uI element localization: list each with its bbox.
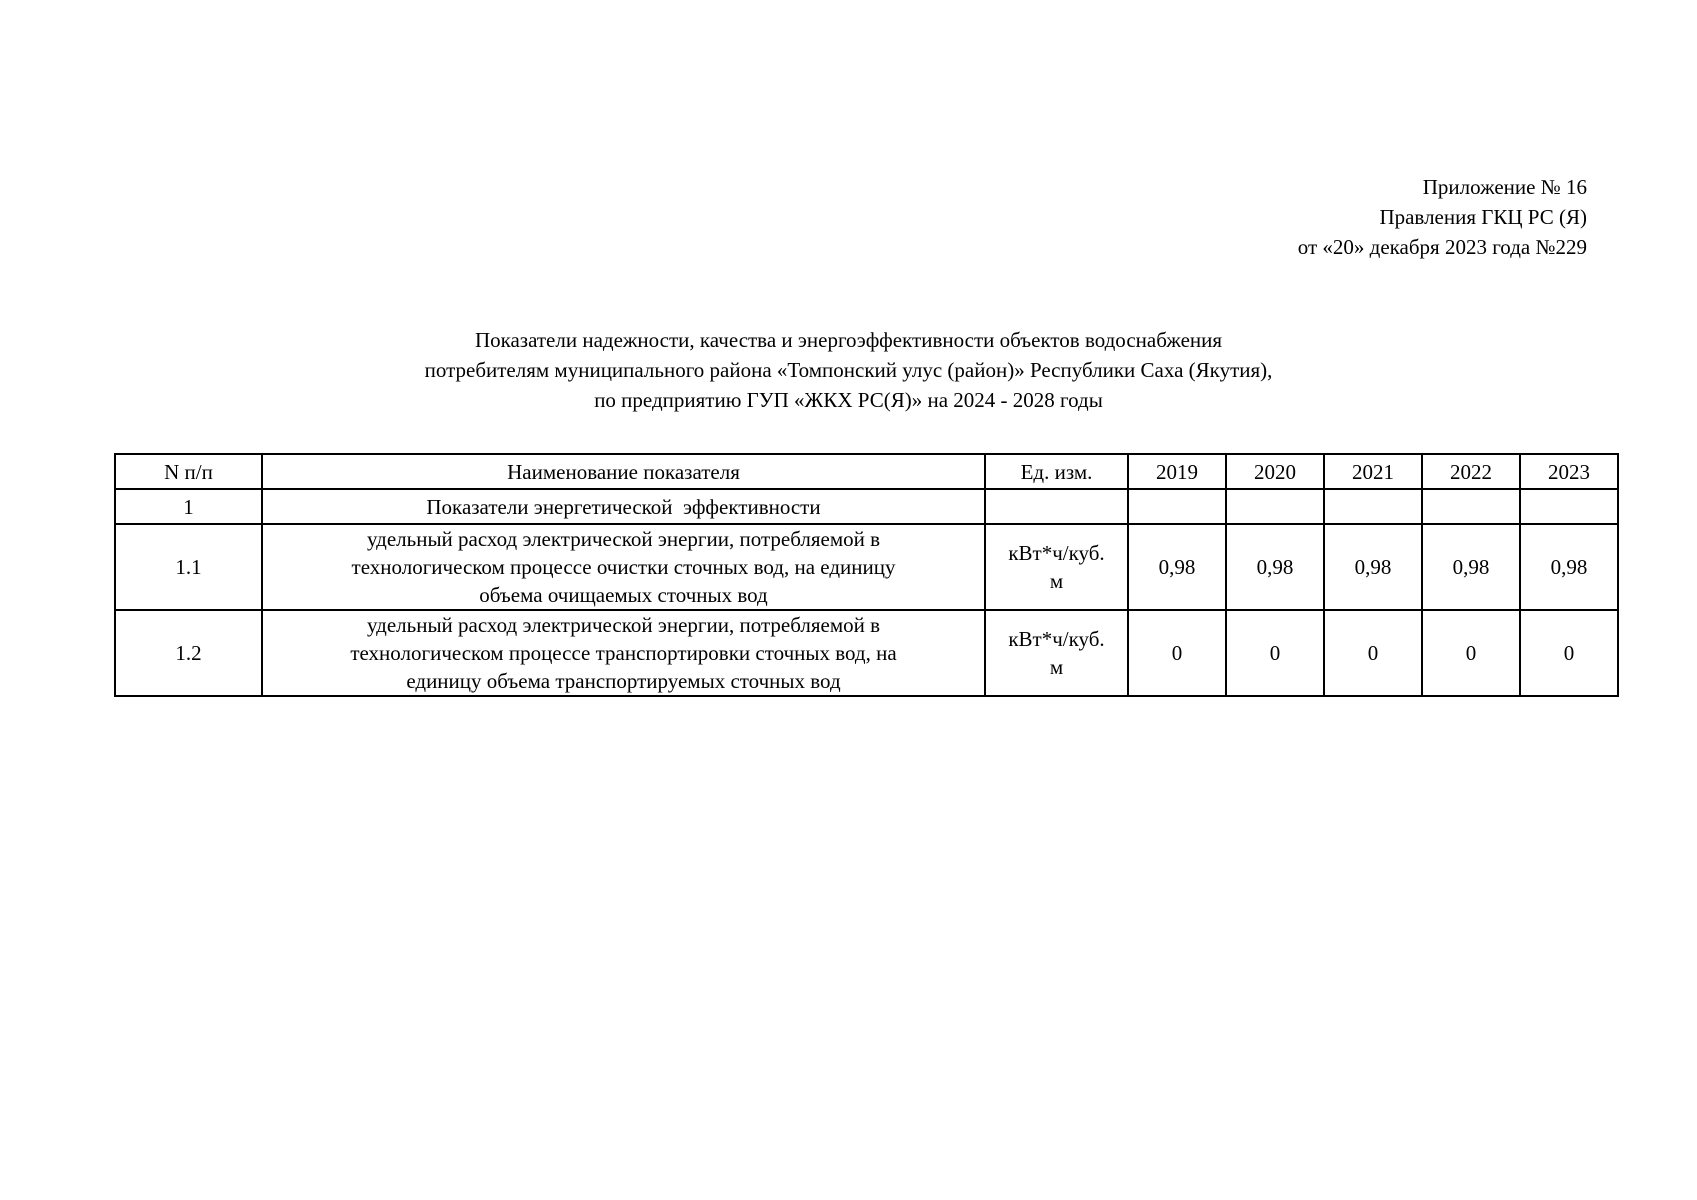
document-title [0,325,1697,415]
unit-line: кВт*ч/куб. [1008,541,1105,565]
header-name: Наименование показателя [262,454,985,489]
indicator-name [262,524,985,610]
empty-cell [1226,489,1324,524]
table-header-row [115,454,1618,489]
unit-line: м [1049,569,1064,593]
value-cell: 0 [1128,610,1226,696]
unit-line: кВт*ч/куб. [1008,627,1105,651]
header-year: 2021 [1324,454,1422,489]
empty-cell [1128,489,1226,524]
row-number: 1.2 [115,610,262,696]
unit-cell [985,524,1128,610]
header-unit: Ед. изм. [985,454,1128,489]
table-row [115,610,1618,696]
indicator-name-line: единицу объема транспортируемых сточных вод [406,669,841,693]
header-year: 2019 [1128,454,1226,489]
empty-cell [1422,489,1520,524]
unit-cell [985,610,1128,696]
section-row [115,489,1618,524]
indicator-name-line: объема очищаемых сточных вод [479,583,768,607]
empty-cell [1324,489,1422,524]
value-cell: 0,98 [1226,524,1324,610]
section-name: Показатели энергетической эффективности [262,489,985,524]
value-cell: 0 [1422,610,1520,696]
header-year: 2020 [1226,454,1324,489]
appendix-line: Приложение № 16 [1422,175,1587,199]
header-number: N п/п [115,454,262,489]
row-number: 1.1 [115,524,262,610]
value-cell: 0,98 [1128,524,1226,610]
value-cell: 0 [1226,610,1324,696]
value-cell: 0,98 [1324,524,1422,610]
value-cell: 0,98 [1422,524,1520,610]
indicator-name-line: технологическом процессе транспортировки сточных вод, на [350,641,897,665]
indicators-table [114,453,1619,697]
appendix-reference [1298,172,1587,262]
table-row [115,524,1618,610]
indicator-name-line: удельный расход электрической энергии, потребляемой в [366,613,881,637]
title-line: потребителям муниципального района «Томпонский улус (район)» Республики Саха (Якутия), [424,358,1273,382]
empty-cell [1520,489,1618,524]
value-cell: 0 [1520,610,1618,696]
title-line: по предприятию ГУП «ЖКХ РС(Я)» на 2024 - 2028 годы [594,388,1103,412]
value-cell: 0 [1324,610,1422,696]
value-cell: 0,98 [1520,524,1618,610]
section-number: 1 [115,489,262,524]
indicator-name-line: технологическом процессе очистки сточных вод, на единицу [351,555,896,579]
indicator-name [262,610,985,696]
indicator-name-line: удельный расход электрической энергии, потребляемой в [366,527,881,551]
unit-line: м [1049,655,1064,679]
appendix-line: от «20» декабря 2023 года №229 [1297,235,1587,259]
empty-cell [985,489,1128,524]
title-line: Показатели надежности, качества и энергоэффективности объектов водоснабжения [474,328,1223,352]
header-year: 2022 [1422,454,1520,489]
header-year: 2023 [1520,454,1618,489]
appendix-line: Правления ГКЦ РС (Я) [1379,205,1587,229]
